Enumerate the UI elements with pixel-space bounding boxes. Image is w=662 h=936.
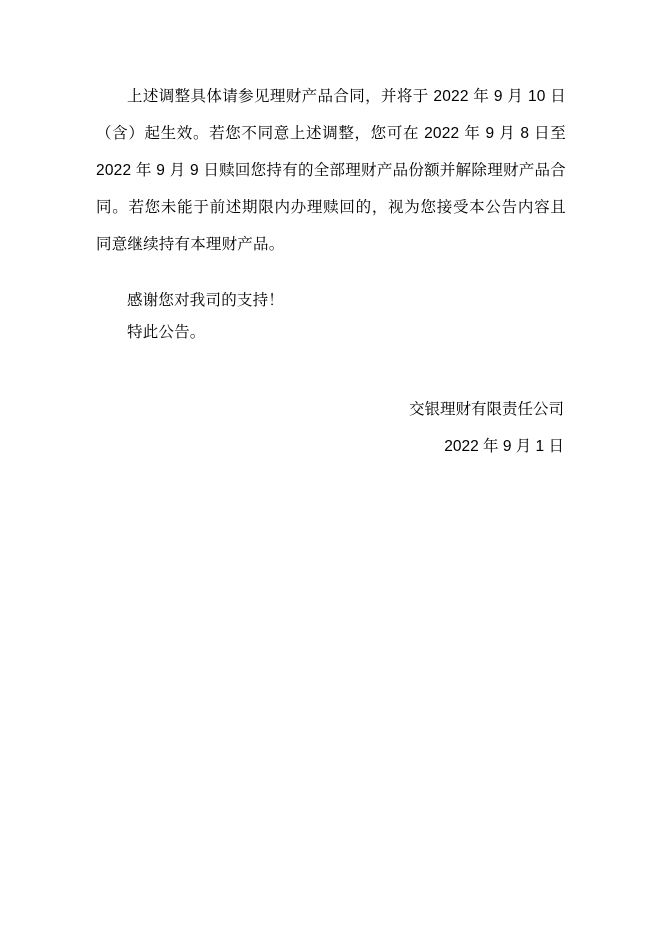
notice-line: 特此公告。 <box>127 324 206 341</box>
main-paragraph: 上述调整具体请参见理财产品合同，并将于 2022 年 9 月 10 日（含）起生效。若您不同意上述调整，您可在 2022 年 9 月 8 日至 2022 年 9 月 9 日赎回您持有的全部理财产品份额并解除理财产品合同。若您未能于前述期限内办理赎回的，视为您接受本公告内容且同意继续持有本理财产品。 <box>96 88 566 253</box>
document-body <box>96 78 566 349</box>
signature-company: 交银理财有限责任公司 <box>408 401 564 418</box>
signature-block <box>96 391 566 465</box>
signature-date: 2022 年 9 月 1 日 <box>444 438 564 455</box>
thanks-line: 感谢您对我司的支持！ <box>127 292 285 309</box>
paragraph-spacer <box>96 263 566 285</box>
